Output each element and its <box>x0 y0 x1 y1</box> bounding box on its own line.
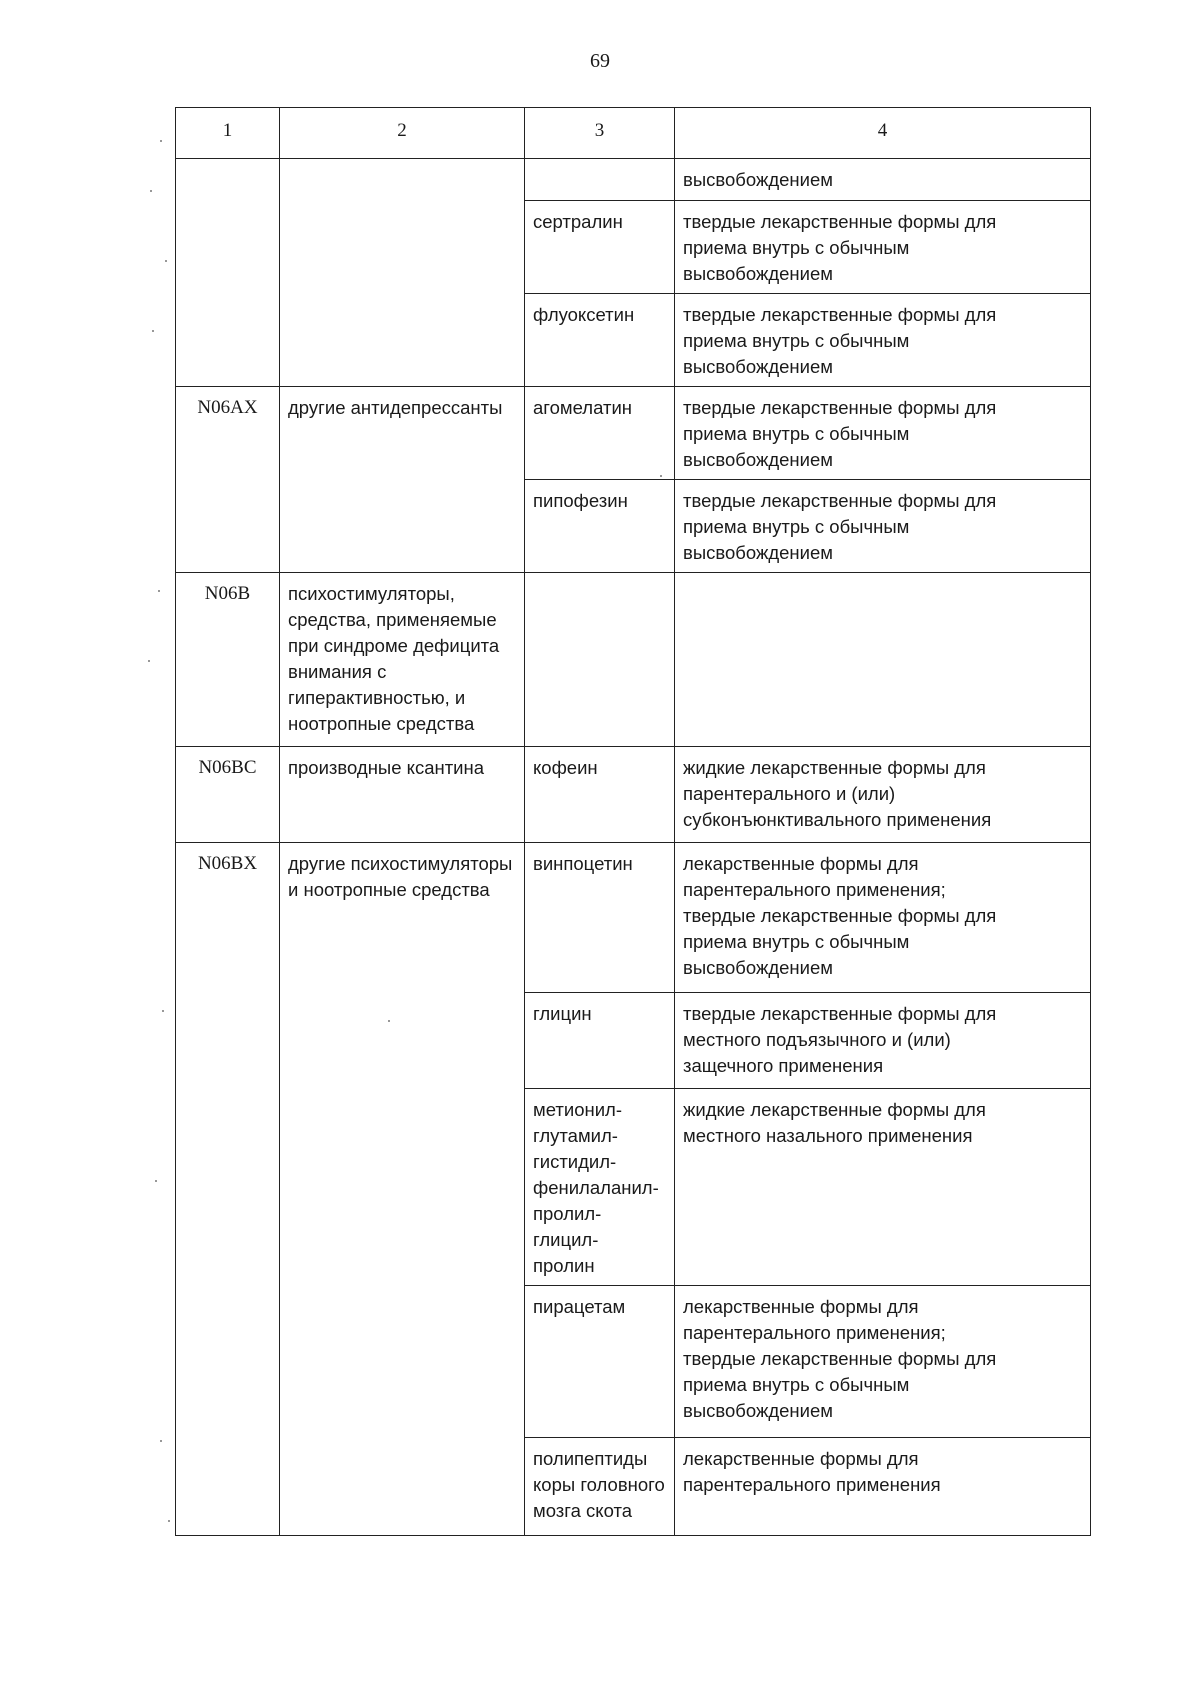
atc-code-cell: N06BC <box>176 747 280 843</box>
table-row <box>176 843 1091 993</box>
scan-speck <box>660 475 662 477</box>
drug-name-cell: агомелатин <box>525 387 675 480</box>
header-col-2: 2 <box>280 108 525 159</box>
atc-code-cell <box>176 993 280 1089</box>
header-col-3: 3 <box>525 108 675 159</box>
group-cell <box>280 1438 525 1536</box>
atc-code-cell <box>176 1438 280 1536</box>
scan-speck <box>155 1180 157 1182</box>
drug-name-cell: винпоцетин <box>525 843 675 993</box>
drug-name-cell: метионил- глутамил- гистидил- фенилаланил- пролил-глицил- пролин <box>525 1089 675 1286</box>
group-cell: другие психостимуляторы и ноотропные средства <box>280 843 525 993</box>
table-row <box>176 480 1091 573</box>
atc-code-cell <box>176 201 280 294</box>
drug-name-cell: глицин <box>525 993 675 1089</box>
scan-speck <box>158 590 160 592</box>
dosage-form-cell <box>675 573 1091 747</box>
dosage-form-cell: жидкие лекарственные формы для парентерального и (или) субконъюнктивального применения <box>675 747 1091 843</box>
dosage-form-cell: лекарственные формы для парентерального применения; твердые лекарственные формы для приема внутрь с обычным высвобождением <box>675 843 1091 993</box>
group-cell <box>280 294 525 387</box>
dosage-form-cell: лекарственные формы для парентерального применения; твердые лекарственные формы для приема внутрь с обычным высвобождением <box>675 1286 1091 1438</box>
group-cell: другие антидепрессанты <box>280 387 525 480</box>
atc-code-cell: N06BX <box>176 843 280 993</box>
drug-name-cell <box>525 573 675 747</box>
table-row <box>176 573 1091 747</box>
table-row <box>176 159 1091 201</box>
group-cell <box>280 1286 525 1438</box>
dosage-form-cell: высвобождением <box>675 159 1091 201</box>
table-row <box>176 201 1091 294</box>
scan-speck <box>162 1010 164 1012</box>
drug-name-cell: кофеин <box>525 747 675 843</box>
group-cell <box>280 1089 525 1286</box>
table-row <box>176 993 1091 1089</box>
scan-speck <box>150 190 152 192</box>
drug-name-cell: пирацетам <box>525 1286 675 1438</box>
header-col-1: 1 <box>176 108 280 159</box>
atc-code-cell: N06B <box>176 573 280 747</box>
drug-list-table <box>175 107 1091 1536</box>
atc-code-cell: N06AX <box>176 387 280 480</box>
group-cell <box>280 480 525 573</box>
drug-name-cell: флуоксетин <box>525 294 675 387</box>
atc-code-cell <box>176 1286 280 1438</box>
scan-speck <box>388 1020 390 1022</box>
table-row <box>176 1438 1091 1536</box>
table-row <box>176 294 1091 387</box>
scan-speck <box>160 140 162 142</box>
atc-code-cell <box>176 1089 280 1286</box>
drug-name-cell: полипептиды коры головного мозга скота <box>525 1438 675 1536</box>
drug-name-cell: пипофезин <box>525 480 675 573</box>
group-cell: производные ксантина <box>280 747 525 843</box>
group-cell <box>280 201 525 294</box>
atc-code-cell <box>176 294 280 387</box>
group-cell <box>280 993 525 1089</box>
dosage-form-cell: жидкие лекарственные формы для местного назального применения <box>675 1089 1091 1286</box>
scan-speck <box>148 660 150 662</box>
header-col-4: 4 <box>675 108 1091 159</box>
dosage-form-cell: твердые лекарственные формы для приема внутрь с обычным высвобождением <box>675 201 1091 294</box>
scan-speck <box>152 330 154 332</box>
drug-name-cell <box>525 159 675 201</box>
group-cell: психостимуляторы, средства, применяемые при синдроме дефицита внимания с гиперактивностью, и ноотропные средства <box>280 573 525 747</box>
atc-code-cell <box>176 159 280 201</box>
table-row <box>176 1089 1091 1286</box>
dosage-form-cell: твердые лекарственные формы для приема внутрь с обычным высвобождением <box>675 387 1091 480</box>
table-row <box>176 747 1091 843</box>
dosage-form-cell: твердые лекарственные формы для местного подъязычного и (или) защечного применения <box>675 993 1091 1089</box>
dosage-form-cell: лекарственные формы для парентерального применения <box>675 1438 1091 1536</box>
drug-name-cell: сертралин <box>525 201 675 294</box>
dosage-form-cell: твердые лекарственные формы для приема внутрь с обычным высвобождением <box>675 294 1091 387</box>
table-header-row <box>176 108 1091 159</box>
page-number: 69 <box>590 50 610 72</box>
group-cell <box>280 159 525 201</box>
scan-speck <box>165 260 167 262</box>
table-row <box>176 1286 1091 1438</box>
atc-code-cell <box>176 480 280 573</box>
dosage-form-cell: твердые лекарственные формы для приема внутрь с обычным высвобождением <box>675 480 1091 573</box>
scan-speck <box>160 1440 162 1442</box>
scan-speck <box>168 1520 170 1522</box>
table-row <box>176 387 1091 480</box>
